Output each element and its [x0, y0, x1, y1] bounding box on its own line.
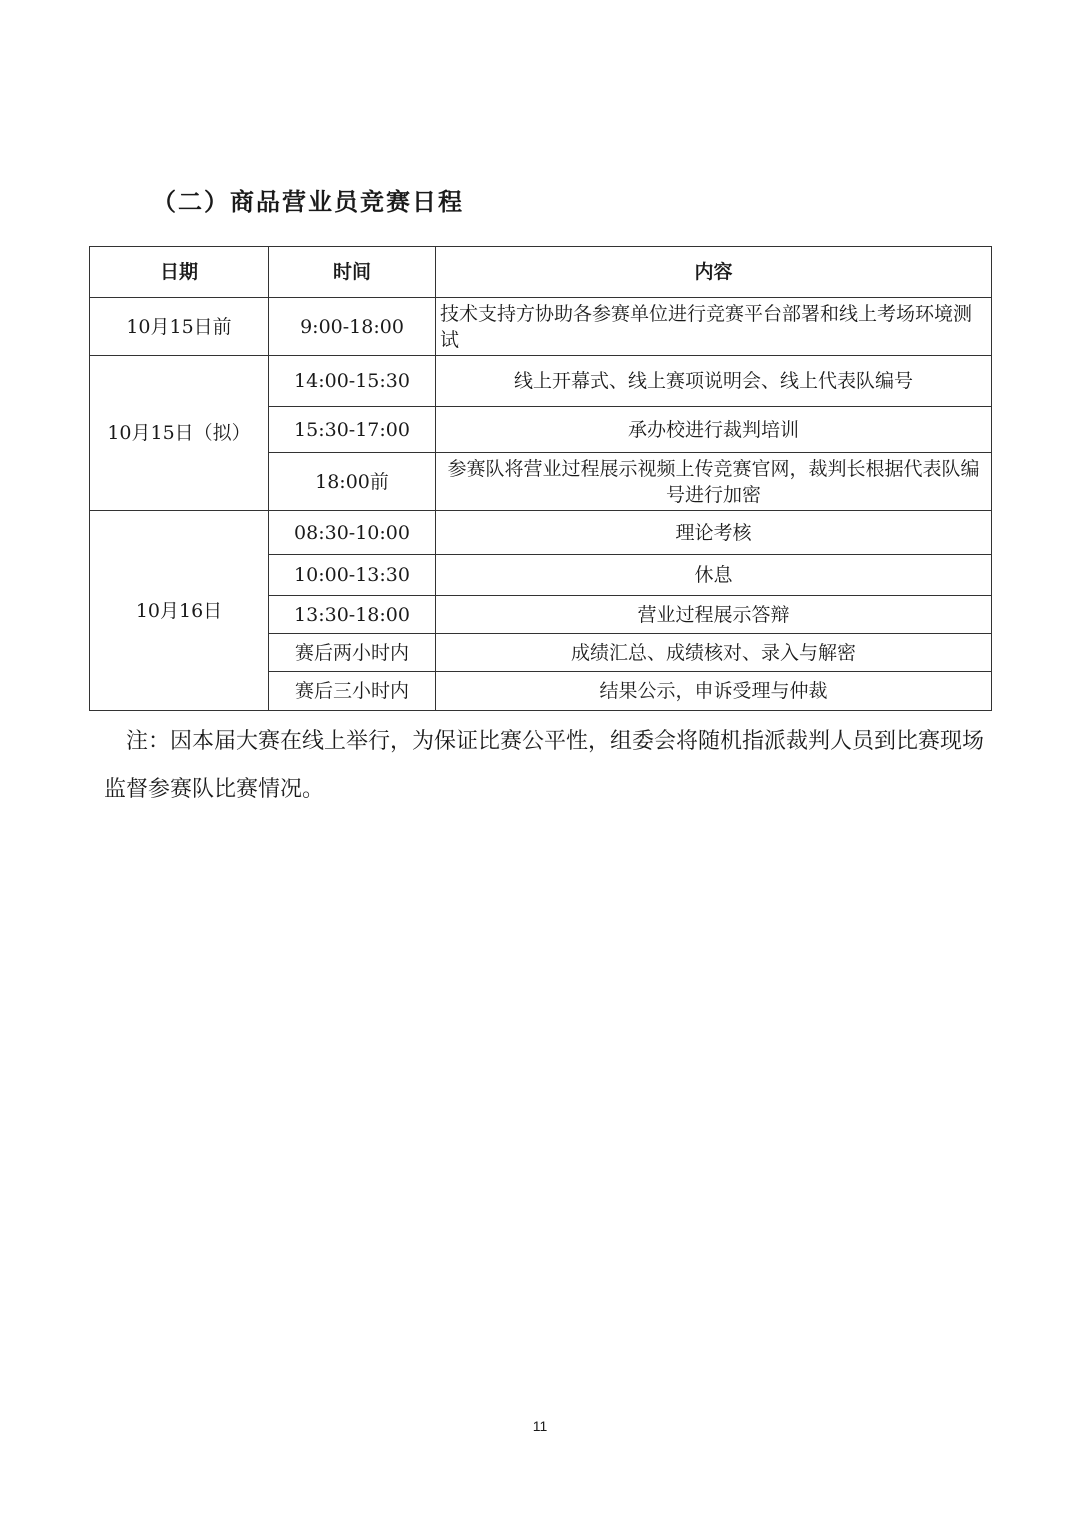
content-cell: 参赛队将营业过程展示视频上传竞赛官网，裁判长根据代表队编号进行加密	[436, 453, 992, 511]
content-cell: 成绩汇总、成绩核对、录入与解密	[436, 634, 992, 672]
time-cell: 15:30-17:00	[269, 407, 436, 453]
table-row	[90, 298, 992, 356]
time-cell: 14:00-15:30	[269, 356, 436, 407]
date-cell: 10月15日前	[90, 298, 269, 356]
table-header-row	[90, 247, 992, 298]
time-cell: 18:00前	[269, 453, 436, 511]
time-cell: 08:30-10:00	[269, 511, 436, 555]
date-cell: 10月15日（拟）	[90, 356, 269, 511]
time-cell: 9:00-18:00	[269, 298, 436, 356]
note-paragraph: 注：因本届大赛在线上举行，为保证比赛公平性，组委会将随机指派裁判人员到比赛现场监督参赛队比赛情况。	[104, 729, 985, 802]
time-cell: 10:00-13:30	[269, 555, 436, 596]
content-cell: 理论考核	[436, 511, 992, 555]
schedule-table	[89, 246, 992, 711]
table-row	[90, 356, 992, 407]
content-cell: 结果公示，申诉受理与仲裁	[436, 672, 992, 711]
section-title: （二）商品营业员竞赛日程	[152, 188, 464, 216]
date-cell: 10月16日	[90, 511, 269, 711]
content-cell: 线上开幕式、线上赛项说明会、线上代表队编号	[436, 356, 992, 407]
time-cell: 赛后两小时内	[269, 634, 436, 672]
time-cell: 赛后三小时内	[269, 672, 436, 711]
content-cell: 营业过程展示答辩	[436, 596, 992, 634]
header-date: 日期	[90, 247, 269, 298]
content-cell: 技术支持方协助各参赛单位进行竞赛平台部署和线上考场环境测试	[436, 298, 992, 356]
content-cell: 承办校进行裁判培训	[436, 407, 992, 453]
header-content: 内容	[436, 247, 992, 298]
time-cell: 13:30-18:00	[269, 596, 436, 634]
table-row	[90, 511, 992, 555]
header-time: 时间	[269, 247, 436, 298]
page-number: 11	[532, 1418, 548, 1434]
content-cell: 休息	[436, 555, 992, 596]
